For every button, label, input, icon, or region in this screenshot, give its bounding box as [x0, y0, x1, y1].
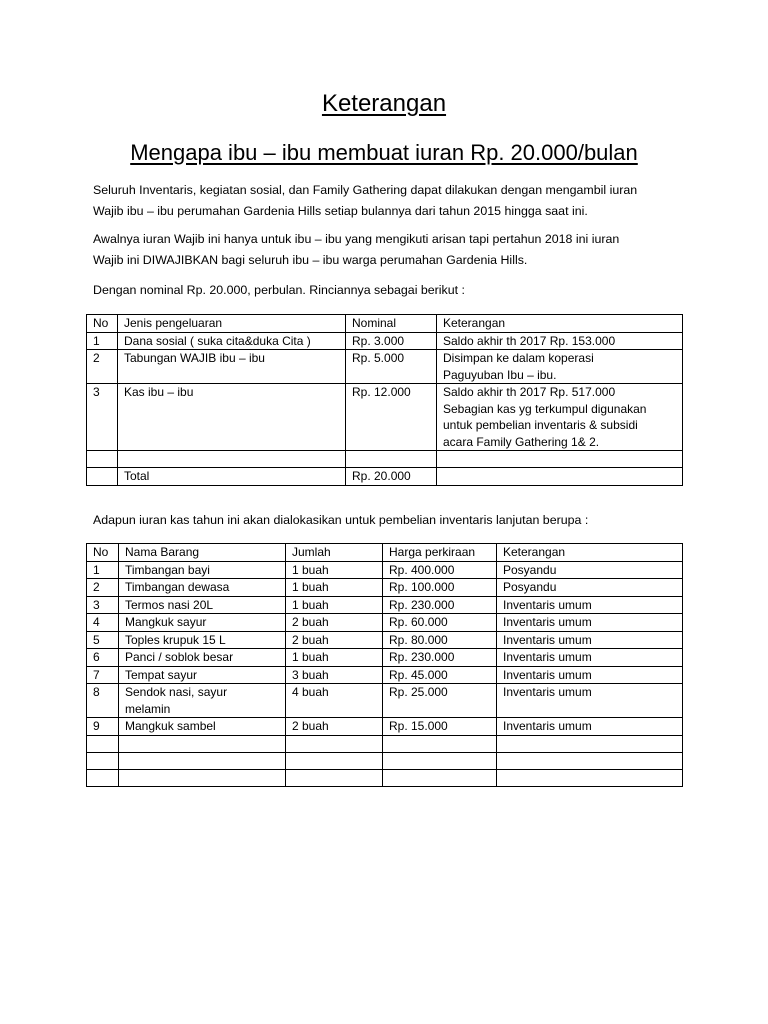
- table-header-row: [87, 315, 683, 333]
- cell-empty: [87, 468, 118, 486]
- paragraph-line: Adapun iuran kas tahun ini akan dialokasikan untuk pembelian inventaris lanjutan berupa :: [93, 513, 589, 527]
- cell-empty: [119, 769, 286, 786]
- cell-empty: [437, 451, 683, 468]
- paragraph-line: Wajib ibu – ibu perumahan Gardenia Hills setiap bulannya dari tahun 2015 hingga saat ini.: [93, 204, 588, 218]
- header-cell: No: [87, 315, 118, 333]
- paragraph-line: Dengan nominal Rp. 20.000, perbulan. Rinciannya sebagai berikut :: [93, 283, 465, 297]
- table-total-row: [87, 468, 683, 486]
- cell-empty: [383, 769, 497, 786]
- cell-keterangan: Posyandu: [497, 561, 683, 579]
- cell-empty: [286, 769, 383, 786]
- cell-harga: Rp. 400.000: [383, 561, 497, 579]
- cell-jenis: Dana sosial ( suka cita&duka Cita ): [118, 332, 346, 350]
- cell-empty: [87, 451, 118, 468]
- paragraph-intro: [93, 180, 693, 222]
- cell-line: acara Family Gathering 1& 2.: [443, 434, 600, 449]
- table-row: [87, 350, 683, 384]
- table-row-empty: [87, 769, 683, 786]
- header-cell: Keterangan: [437, 315, 683, 333]
- table-row: [87, 579, 683, 597]
- cell-no: 8: [87, 684, 119, 718]
- cell-nominal: Rp. 12.000: [346, 384, 437, 451]
- cell-empty: [118, 451, 346, 468]
- cell-keterangan: Saldo akhir th 2017 Rp. 153.000: [437, 332, 683, 350]
- table-row: [87, 666, 683, 684]
- table-row: [87, 614, 683, 632]
- cell-no: 9: [87, 718, 119, 736]
- cell-empty: [383, 752, 497, 769]
- cell-harga: Rp. 45.000: [383, 666, 497, 684]
- cell-jumlah: 1 buah: [286, 561, 383, 579]
- cell-no: 7: [87, 666, 119, 684]
- cell-jumlah: 2 buah: [286, 718, 383, 736]
- table-row: [87, 384, 683, 451]
- paragraph-nominal: [93, 280, 693, 301]
- cell-no: 3: [87, 384, 118, 451]
- cell-nama: Panci / soblok besar: [119, 649, 286, 667]
- cell-harga: Rp. 60.000: [383, 614, 497, 632]
- cell-nama: Tempat sayur: [119, 666, 286, 684]
- cell-jenis: Kas ibu – ibu: [118, 384, 346, 451]
- cell-empty: [437, 468, 683, 486]
- table-row-empty: [87, 752, 683, 769]
- cell-keterangan: [437, 350, 683, 384]
- cell-harga: Rp. 15.000: [383, 718, 497, 736]
- cell-empty: [119, 735, 286, 752]
- cell-keterangan: Inventaris umum: [497, 631, 683, 649]
- cell-harga: Rp. 25.000: [383, 684, 497, 718]
- cell-jumlah: 1 buah: [286, 579, 383, 597]
- cell-empty: [87, 752, 119, 769]
- table-row: [87, 649, 683, 667]
- header-cell: Keterangan: [497, 544, 683, 562]
- cell-no: 3: [87, 596, 119, 614]
- cell-no: 1: [87, 332, 118, 350]
- expense-table: [86, 314, 683, 486]
- cell-keterangan: Inventaris umum: [497, 666, 683, 684]
- header-cell: Harga perkiraan: [383, 544, 497, 562]
- cell-empty: [346, 451, 437, 468]
- header-cell: Nama Barang: [119, 544, 286, 562]
- cell-empty: [383, 735, 497, 752]
- cell-nama: Timbangan dewasa: [119, 579, 286, 597]
- cell-harga: Rp. 230.000: [383, 596, 497, 614]
- cell-jumlah: 4 buah: [286, 684, 383, 718]
- cell-line: melamin: [125, 701, 171, 716]
- cell-no: 5: [87, 631, 119, 649]
- cell-harga: Rp. 100.000: [383, 579, 497, 597]
- cell-empty: [497, 752, 683, 769]
- cell-no: 4: [87, 614, 119, 632]
- paragraph-line: Wajib ini DIWAJIBKAN bagi seluruh ibu – ibu warga perumahan Gardenia Hills.: [93, 253, 528, 267]
- cell-harga: Rp. 80.000: [383, 631, 497, 649]
- paragraph-history: [93, 229, 693, 271]
- paragraph-allocation: [93, 510, 693, 531]
- page-subtitle: Mengapa ibu – ibu membuat iuran Rp. 20.000/bulan: [130, 140, 638, 165]
- page-title: Keterangan: [321, 90, 447, 117]
- cell-empty: [286, 735, 383, 752]
- cell-keterangan: Posyandu: [497, 579, 683, 597]
- table-row: [87, 718, 683, 736]
- cell-line: Saldo akhir th 2017 Rp. 517.000: [443, 385, 616, 399]
- paragraph-line: Seluruh Inventaris, kegiatan sosial, dan Family Gathering dapat dilakukan dengan mengambil iuran: [93, 183, 638, 197]
- cell-empty: [497, 769, 683, 786]
- cell-no: 2: [87, 350, 118, 384]
- cell-keterangan: [437, 384, 683, 451]
- cell-nama: Timbangan bayi: [119, 561, 286, 579]
- total-label: Total: [118, 468, 346, 486]
- cell-line: Disimpan ke dalam koperasi: [443, 351, 594, 365]
- cell-nama: [119, 684, 286, 718]
- cell-empty: [119, 752, 286, 769]
- cell-keterangan: Inventaris umum: [497, 596, 683, 614]
- cell-jumlah: 3 buah: [286, 666, 383, 684]
- cell-empty: [87, 735, 119, 752]
- inventory-table: [86, 543, 683, 787]
- cell-line: Paguyuban Ibu – ibu.: [443, 367, 557, 382]
- header-cell: Jumlah: [286, 544, 383, 562]
- cell-no: 1: [87, 561, 119, 579]
- cell-nominal: Rp. 3.000: [346, 332, 437, 350]
- header-cell: Nominal: [346, 315, 437, 333]
- cell-no: 6: [87, 649, 119, 667]
- cell-line: Sebagian kas yg terkumpul digunakan: [443, 401, 647, 416]
- cell-jumlah: 2 buah: [286, 614, 383, 632]
- cell-line: untuk pembelian inventaris & subsidi: [443, 418, 638, 432]
- header-cell: Jenis pengeluaran: [118, 315, 346, 333]
- cell-keterangan: Inventaris umum: [497, 649, 683, 667]
- cell-jumlah: 1 buah: [286, 596, 383, 614]
- table-row: [87, 332, 683, 350]
- table-row-empty: [87, 451, 683, 468]
- cell-empty: [87, 769, 119, 786]
- cell-nominal: Rp. 5.000: [346, 350, 437, 384]
- table-row-empty: [87, 735, 683, 752]
- cell-keterangan: Inventaris umum: [497, 684, 683, 718]
- cell-nama: Mangkuk sayur: [119, 614, 286, 632]
- table-row: [87, 596, 683, 614]
- cell-jumlah: 1 buah: [286, 649, 383, 667]
- cell-jumlah: 2 buah: [286, 631, 383, 649]
- table-row: [87, 631, 683, 649]
- cell-line: Sendok nasi, sayur: [125, 685, 228, 699]
- cell-empty: [286, 752, 383, 769]
- paragraph-line: Awalnya iuran Wajib ini hanya untuk ibu – ibu yang mengikuti arisan tapi pertahun 2018 ini iuran: [93, 232, 620, 246]
- cell-harga: Rp. 230.000: [383, 649, 497, 667]
- header-cell: No: [87, 544, 119, 562]
- cell-nama: Mangkuk sambel: [119, 718, 286, 736]
- cell-jenis: Tabungan WAJIB ibu – ibu: [118, 350, 346, 384]
- table-row: [87, 684, 683, 718]
- total-value: Rp. 20.000: [346, 468, 437, 486]
- cell-keterangan: Inventaris umum: [497, 614, 683, 632]
- cell-nama: Termos nasi 20L: [119, 596, 286, 614]
- cell-keterangan: Inventaris umum: [497, 718, 683, 736]
- cell-no: 2: [87, 579, 119, 597]
- table-row: [87, 561, 683, 579]
- cell-nama: Toples krupuk 15 L: [119, 631, 286, 649]
- cell-empty: [497, 735, 683, 752]
- table-header-row: [87, 544, 683, 562]
